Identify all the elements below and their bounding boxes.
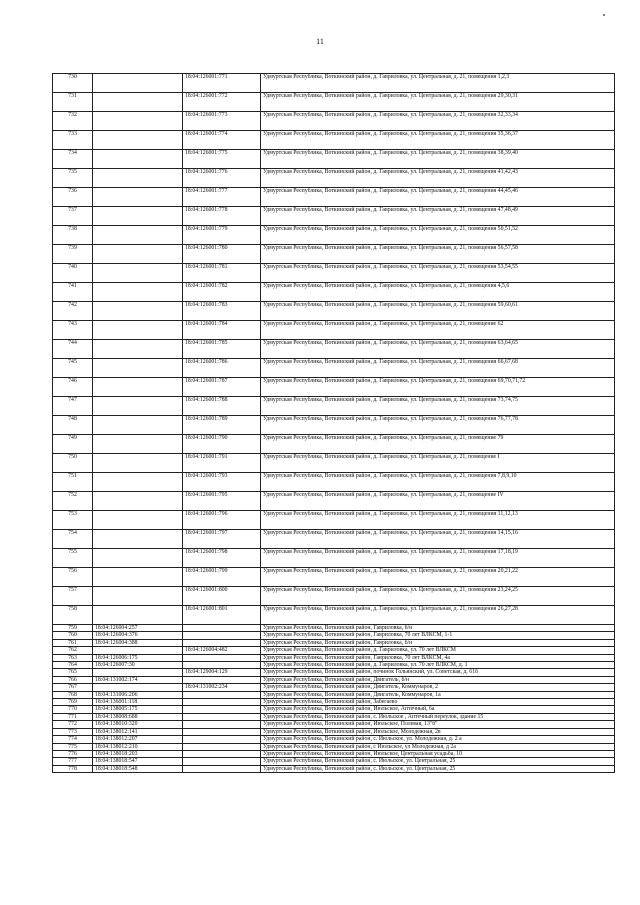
cadastral-number-cell: 18:04:131006:206 <box>93 691 183 698</box>
table-row <box>53 606 615 625</box>
row-number-cell: 763 <box>53 654 93 661</box>
cadastral-number-cell <box>93 587 183 606</box>
row-number-cell: 737 <box>53 207 93 226</box>
cadastral-number-cell-2 <box>183 765 261 772</box>
table-row <box>53 207 615 226</box>
address-cell: Удмуртская Республика, Воткинский район, д. Гавриловка, ул. Центральная, д. 21, помещения 23,24,25 <box>261 587 615 606</box>
cadastral-number-cell <box>93 226 183 245</box>
cadastral-number-cell <box>93 188 183 207</box>
row-number-cell: 730 <box>53 74 93 93</box>
row-number-cell: 753 <box>53 511 93 530</box>
table-row <box>53 639 615 646</box>
row-number-cell: 776 <box>53 750 93 757</box>
address-cell: Удмуртская Республика, Воткинский район, д. Гавриловка, ул. Центральная, д. 21, помещения 59,60,61 <box>261 302 615 321</box>
row-number-cell: 756 <box>53 568 93 587</box>
row-number-cell: 769 <box>53 699 93 706</box>
address-cell: Удмуртская Республика, Воткинский район, д. Гавриловка, ул. Центральная, д. 21, помещения 73,74,75 <box>261 397 615 416</box>
address-cell: Удмуртская Республика, Воткинский район, д. Гавриловка, ул. Центральная, д. 21, помещения 32,33,34 <box>261 112 615 131</box>
cadastral-number-cell-2: 18:04:126001:781 <box>183 264 261 283</box>
address-cell: Удмуртская Республика, Воткинский район, д. Гавриловка, ул. Центральная, д. 21, помещения 35,36,37 <box>261 131 615 150</box>
cadastral-number-cell-2: 18:04:126001:772 <box>183 93 261 112</box>
row-number-cell: 773 <box>53 728 93 735</box>
cadastral-number-cell-2: 18:04:126001:771 <box>183 74 261 93</box>
row-number-cell: 777 <box>53 758 93 765</box>
cadastral-number-cell-2 <box>183 699 261 706</box>
cadastral-number-cell <box>93 131 183 150</box>
cadastral-number-cell <box>93 264 183 283</box>
address-cell: Удмуртская Республика, Воткинский район, Гавриловка, 70 лет ВЛКСМ, 1-1 <box>261 632 615 639</box>
cadastral-number-cell <box>93 340 183 359</box>
table-row <box>53 568 615 587</box>
row-number-cell: 733 <box>53 131 93 150</box>
cadastral-number-cell-2 <box>183 625 261 632</box>
cadastral-number-cell-2: 18:04:126001:800 <box>183 587 261 606</box>
cadastral-number-cell: 18:04:138018:547 <box>93 758 183 765</box>
table-row <box>53 188 615 207</box>
address-cell: Удмуртская Республика, Воткинский район, Июльское, Центральная усадьба, 10 <box>261 750 615 757</box>
address-cell: Удмуртская Республика, Воткинский район, д. Гавриловка, ул. Центральная, д. 21, помещение I <box>261 454 615 473</box>
row-number-cell: 755 <box>53 549 93 568</box>
address-cell: Удмуртская Республика, Воткинский район, д. Гавриловка, ул. Центральная, д. 21, помещения 66,67,68 <box>261 359 615 378</box>
address-cell: Удмуртская Республика, Воткинский район, Июльское, Молодежная, 2в <box>261 728 615 735</box>
cadastral-number-cell-2 <box>183 632 261 639</box>
cadastral-number-cell: 18:04:138018:203 <box>93 750 183 757</box>
address-cell: Удмуртская Республика, Воткинский район, д. Гавриловка, ул. Центральная, д. 21, помещения 56,57,58 <box>261 245 615 264</box>
cadastral-number-cell: 18:04:138018:548 <box>93 765 183 772</box>
address-cell: Удмуртская Республика, Воткинский район, д. Гавриловка, ул. Центральная, д. 21, помещения 26,27,28 <box>261 606 615 625</box>
table-row <box>53 669 615 676</box>
address-cell: Удмуртская Республика, Воткинский район, д. Гавриловка, ул. Центральная, д. 21, помещения 20,21,22 <box>261 568 615 587</box>
cadastral-number-cell: 18:04:138008:688 <box>93 713 183 720</box>
row-number-cell: 735 <box>53 169 93 188</box>
row-number-cell: 738 <box>53 226 93 245</box>
cadastral-number-cell-2 <box>183 676 261 683</box>
cadastral-number-cell <box>93 454 183 473</box>
row-number-cell: 740 <box>53 264 93 283</box>
cadastral-number-cell-2 <box>183 743 261 750</box>
cadastral-number-cell <box>93 568 183 587</box>
cadastral-number-cell-2: 18:04:126001:777 <box>183 188 261 207</box>
table-row <box>53 713 615 720</box>
row-number-cell: 741 <box>53 283 93 302</box>
table-row <box>53 473 615 492</box>
row-number-cell: 774 <box>53 736 93 743</box>
cadastral-number-cell <box>93 435 183 454</box>
cadastral-number-cell-2: 18:04:126001:796 <box>183 511 261 530</box>
row-number-cell: 731 <box>53 93 93 112</box>
table-row <box>53 758 615 765</box>
address-cell: Удмуртская Республика, Воткинский район, Двигатель, б/н <box>261 676 615 683</box>
address-cell: Удмуртская Республика, Воткинский район, Гавриловка, б/н <box>261 625 615 632</box>
cadastral-number-cell-2 <box>183 662 261 669</box>
cadastral-number-cell <box>93 530 183 549</box>
cadastral-number-cell <box>93 397 183 416</box>
row-number-cell: 758 <box>53 606 93 625</box>
address-cell: Удмуртская Республика, Воткинский район, с. Июльское, ул. Молодежная, д. 2 а <box>261 736 615 743</box>
cadastral-number-cell: 18:04:138012:210 <box>93 743 183 750</box>
cadastral-number-cell-2: 18:04:126001:779 <box>183 226 261 245</box>
row-number-cell: 771 <box>53 713 93 720</box>
cadastral-number-cell-2: 18:04:126001:773 <box>183 112 261 131</box>
table-row <box>53 511 615 530</box>
cadastral-number-cell-2: 18:04:126001:776 <box>183 169 261 188</box>
address-cell: Удмуртская Республика, Воткинский район, Двигатель, Коммунаров, 1а <box>261 691 615 698</box>
address-cell: Удмуртская Республика, Воткинский район, д. Гавриловка, ул. Центральная, д. 21, помещения 7,8,9,10 <box>261 473 615 492</box>
address-cell: Удмуртская Республика, Воткинский район, д. Гавриловка, ул. Центральная, д. 21, помещение 79 <box>261 435 615 454</box>
table-row <box>53 226 615 245</box>
row-number-cell: 768 <box>53 691 93 698</box>
cadastral-number-cell <box>93 245 183 264</box>
cadastral-number-cell-2 <box>183 639 261 646</box>
table-row <box>53 378 615 397</box>
cadastral-number-cell: 18:04:138010:320 <box>93 721 183 728</box>
address-cell: Удмуртская Республика, Воткинский район, д. Гавриловка, ул. Центральная, д. 21, помещения 63,64,65 <box>261 340 615 359</box>
table-row <box>53 632 615 639</box>
address-cell: Удмуртская Республика, Воткинский район, д. Гавриловка, ул. Центральная, д. 21, помещения 76,77,78 <box>261 416 615 435</box>
row-number-cell: 736 <box>53 188 93 207</box>
row-number-cell: 747 <box>53 397 93 416</box>
cadastral-number-cell <box>93 359 183 378</box>
address-cell: Удмуртская Республика, Воткинский район, д. Гавриловка, ул. Центральная, д. 21, помещения 1,2,3 <box>261 74 615 93</box>
cadastral-number-cell-2: 18:04:129004:129 <box>183 669 261 676</box>
row-number-cell: 743 <box>53 321 93 340</box>
table-row <box>53 492 615 511</box>
cadastral-number-cell-2: 18:04:126001:788 <box>183 397 261 416</box>
table-row <box>53 765 615 772</box>
cadastral-number-cell-2: 18:04:126001:793 <box>183 473 261 492</box>
cadastral-number-cell-2: 18:04:126001:789 <box>183 416 261 435</box>
row-number-cell: 757 <box>53 587 93 606</box>
row-number-cell: 742 <box>53 302 93 321</box>
row-number-cell: 765 <box>53 669 93 676</box>
address-cell: Удмуртская Республика, Воткинский район, с. Июльское, ул. Центральная, 25 <box>261 765 615 772</box>
table-row <box>53 150 615 169</box>
table-row <box>53 264 615 283</box>
table-row <box>53 654 615 661</box>
cadastral-number-cell-2: 18:04:126001:775 <box>183 150 261 169</box>
table-row <box>53 416 615 435</box>
row-number-cell: 745 <box>53 359 93 378</box>
cadastral-number-cell: 18:04:126004:388 <box>93 639 183 646</box>
table-row <box>53 549 615 568</box>
cadastral-number-cell: 18:04:138005:175 <box>93 706 183 713</box>
table-row <box>53 93 615 112</box>
row-number-cell: 778 <box>53 765 93 772</box>
cadastral-number-cell-2 <box>183 758 261 765</box>
table-row <box>53 435 615 454</box>
address-cell: Удмуртская Республика, Воткинский район, д. Гавриловка, ул. Центральная, д. 21, помещения 69,70,71,72 <box>261 378 615 397</box>
address-cell: Удмуртская Республика, Воткинский район, д. Гавриловка, ул. Центральная, д. 21, помещения 38,39,40 <box>261 150 615 169</box>
cadastral-number-cell: 18:04:126007:30 <box>93 662 183 669</box>
row-number-cell: 732 <box>53 112 93 131</box>
table-row <box>53 684 615 691</box>
row-number-cell: 744 <box>53 340 93 359</box>
address-cell: Удмуртская Республика, Воткинский район, Гавриловка, б/н <box>261 639 615 646</box>
table-row <box>53 321 615 340</box>
table-row <box>53 169 615 188</box>
address-cell: Удмуртская Республика, Воткинский район, д. Гавриловка, ул. Центральная, д. 21, помещения 47,48,49 <box>261 207 615 226</box>
cadastral-number-cell-2 <box>183 736 261 743</box>
table-row <box>53 728 615 735</box>
address-cell: Удмуртская Республика, Воткинский район, д. Гавриловка, ул. Центральная, д. 21, помещения 53,54,55 <box>261 264 615 283</box>
row-number-cell: 775 <box>53 743 93 750</box>
address-cell: Удмуртская Республика, Воткинский район, д. Гавриловка, ул. 70 лет ВЛКСМ <box>261 647 615 654</box>
cadastral-number-cell-2 <box>183 721 261 728</box>
address-cell: Удмуртская Республика, Воткинский район, д. Гавриловка, ул. 70 лет ВЛКСМ, д. 1 <box>261 662 615 669</box>
table-row <box>53 530 615 549</box>
table-row <box>53 454 615 473</box>
cadastral-number-cell <box>93 93 183 112</box>
address-cell: Удмуртская Республика, Воткинский район, д. Гавриловка, ул. Центральная, д. 21, помещение 62 <box>261 321 615 340</box>
row-number-cell: 754 <box>53 530 93 549</box>
cadastral-number-cell <box>93 669 183 676</box>
cadastral-number-cell <box>93 511 183 530</box>
row-number-cell: 739 <box>53 245 93 264</box>
address-cell: Удмуртская Республика, Воткинский район, д. Гавриловка, ул. Центральная, д. 21, помещения 14,15,16 <box>261 530 615 549</box>
row-number-cell: 760 <box>53 632 93 639</box>
cadastral-number-cell: 18:04:126006:175 <box>93 654 183 661</box>
cadastral-number-cell <box>93 207 183 226</box>
cadastral-number-cell-2: 18:04:126001:801 <box>183 606 261 625</box>
address-cell: Удмуртская Республика, Воткинский район, д. Гавриловка, ул. Центральная, д. 21, помещения 11,12,13 <box>261 511 615 530</box>
cadastral-number-cell-2: 18:04:126001:798 <box>183 549 261 568</box>
cadastral-number-cell-2: 18:04:126001:786 <box>183 359 261 378</box>
table-row <box>53 662 615 669</box>
cadastral-number-cell: 18:04:126004:257 <box>93 625 183 632</box>
row-number-cell: 770 <box>53 706 93 713</box>
row-number-cell: 748 <box>53 416 93 435</box>
row-number-cell: 772 <box>53 721 93 728</box>
cadastral-number-cell-2: 18:04:126001:787 <box>183 378 261 397</box>
address-cell: Удмуртская Республика, Воткинский район, д. Гавриловка, ул. Центральная, д. 21, помещения 50,51,52 <box>261 226 615 245</box>
cadastral-number-cell <box>93 378 183 397</box>
row-number-cell: 752 <box>53 492 93 511</box>
cadastral-number-cell-2: 18:04:126001:790 <box>183 435 261 454</box>
cadastral-number-cell-2: 18:04:126001:780 <box>183 245 261 264</box>
address-cell: Удмуртская Республика, Воткинский район, Июльское, Аптечный, 6а <box>261 706 615 713</box>
cadastral-number-cell-2 <box>183 728 261 735</box>
cadastral-number-cell <box>93 473 183 492</box>
table-row <box>53 706 615 713</box>
table-row <box>53 691 615 698</box>
cadastral-number-cell: 18:04:126004:376 <box>93 632 183 639</box>
table-row <box>53 676 615 683</box>
cadastral-number-cell <box>93 150 183 169</box>
row-number-cell: 762 <box>53 647 93 654</box>
cadastral-number-cell: 18:04:138012:141 <box>93 728 183 735</box>
address-cell: Удмуртская Республика, Воткинский район, д. Гавриловка, ул. Центральная, д. 21, помещения 44,45,46 <box>261 188 615 207</box>
address-cell: Удмуртская Республика, Воткинский район, Июльское, Полевая, 13"б" <box>261 721 615 728</box>
row-number-cell: 761 <box>53 639 93 646</box>
cadastral-number-cell <box>93 492 183 511</box>
scan-dot <box>603 14 605 16</box>
cadastral-number-cell <box>93 549 183 568</box>
cadastral-number-cell: 18:04:131002:174 <box>93 676 183 683</box>
row-number-cell: 750 <box>53 454 93 473</box>
table-row <box>53 131 615 150</box>
table-row <box>53 750 615 757</box>
cadastral-number-cell-2: 18:04:126001:774 <box>183 131 261 150</box>
table-row <box>53 340 615 359</box>
cadastral-number-cell <box>93 302 183 321</box>
cadastral-number-cell-2: 18:04:126001:791 <box>183 454 261 473</box>
cadastral-number-cell-2: 18:04:126001:784 <box>183 321 261 340</box>
table-row <box>53 397 615 416</box>
page-number: 11 <box>316 37 324 46</box>
cadastral-number-cell <box>93 321 183 340</box>
address-cell: Удмуртская Республика, Воткинский район, с. Июльское , Аптечный переулок, здание 15 <box>261 713 615 720</box>
cadastral-number-cell: 18:04:136001:118 <box>93 699 183 706</box>
row-number-cell: 734 <box>53 150 93 169</box>
cadastral-number-cell: 18:04:138012:207 <box>93 736 183 743</box>
cadastral-number-cell <box>93 283 183 302</box>
table-row <box>53 359 615 378</box>
cadastral-number-cell-2: 18:04:126001:795 <box>183 492 261 511</box>
address-cell: Удмуртская Республика, Воткинский район, д. Гавриловка, ул. Центральная, д. 21, помещения 17,18,19 <box>261 549 615 568</box>
cadastral-number-cell <box>93 684 183 691</box>
table-row <box>53 736 615 743</box>
row-number-cell: 746 <box>53 378 93 397</box>
registry-table-body <box>53 74 615 773</box>
address-cell: Удмуртская Республика, Воткинский район, д. Гавриловка, ул. Центральная, д. 21, помещения 29,30,31 <box>261 93 615 112</box>
table-row <box>53 699 615 706</box>
cadastral-number-cell-2 <box>183 691 261 698</box>
row-number-cell: 764 <box>53 662 93 669</box>
cadastral-number-cell <box>93 169 183 188</box>
table-row <box>53 74 615 93</box>
address-cell: Удмуртская Республика, Воткинский район, с. Июльское, ул. Центральная, 25 <box>261 758 615 765</box>
cadastral-number-cell-2: 18:04:126001:799 <box>183 568 261 587</box>
address-cell: Удмуртская Республика, Воткинский район, с Июльское, ул Молодежная, д 2а <box>261 743 615 750</box>
table-row <box>53 647 615 654</box>
table-row <box>53 112 615 131</box>
cadastral-number-cell-2: 18:04:131002:234 <box>183 684 261 691</box>
cadastral-number-cell-2: 18:04:126001:785 <box>183 340 261 359</box>
cadastral-number-cell-2: 18:04:126001:782 <box>183 283 261 302</box>
table-row <box>53 743 615 750</box>
row-number-cell: 751 <box>53 473 93 492</box>
table-row <box>53 302 615 321</box>
table-row <box>53 587 615 606</box>
cadastral-number-cell-2: 18:04:126001:783 <box>183 302 261 321</box>
address-cell: Удмуртская Республика, Воткинский район, д. Гавриловка, ул. Центральная, д. 21, помещения 41,42,43 <box>261 169 615 188</box>
table-row <box>53 283 615 302</box>
cadastral-number-cell-2 <box>183 706 261 713</box>
cadastral-number-cell-2 <box>183 750 261 757</box>
address-cell: Удмуртская Республика, Воткинский район, д. Гавриловка, ул. Центральная, д. 21, помещение IV <box>261 492 615 511</box>
table-row <box>53 721 615 728</box>
cadastral-number-cell <box>93 606 183 625</box>
row-number-cell: 749 <box>53 435 93 454</box>
cadastral-number-cell-2 <box>183 654 261 661</box>
table-row <box>53 625 615 632</box>
cadastral-number-cell-2 <box>183 713 261 720</box>
cadastral-number-cell <box>93 74 183 93</box>
cadastral-number-cell <box>93 416 183 435</box>
address-cell: Удмуртская Республика, Воткинский район, д. Гавриловка, ул. Центральная, д. 21, помещения 4,5,6 <box>261 283 615 302</box>
address-cell: Удмуртская Республика, Воткинский район, Двигатель, Коммунаров, 2 <box>261 684 615 691</box>
row-number-cell: 767 <box>53 684 93 691</box>
cadastral-number-cell <box>93 112 183 131</box>
cadastral-number-cell-2: 18:04:126001:778 <box>183 207 261 226</box>
row-number-cell: 766 <box>53 676 93 683</box>
registry-table <box>52 73 615 773</box>
address-cell: Удмуртская Республика, Воткинский район, Гавриловка, 70 лет ВЛКСМ, 4а <box>261 654 615 661</box>
cadastral-number-cell <box>93 647 183 654</box>
address-cell: Удмуртская Республика, Воткинский район, починок Гольянский, ул. Советская, д. 61б <box>261 669 615 676</box>
row-number-cell: 759 <box>53 625 93 632</box>
address-cell: Удмуртская Республика, Воткинский район, Забегаево <box>261 699 615 706</box>
cadastral-number-cell-2: 18:04:126001:797 <box>183 530 261 549</box>
table-row <box>53 245 615 264</box>
cadastral-number-cell-2: 18:04:126004:482 <box>183 647 261 654</box>
